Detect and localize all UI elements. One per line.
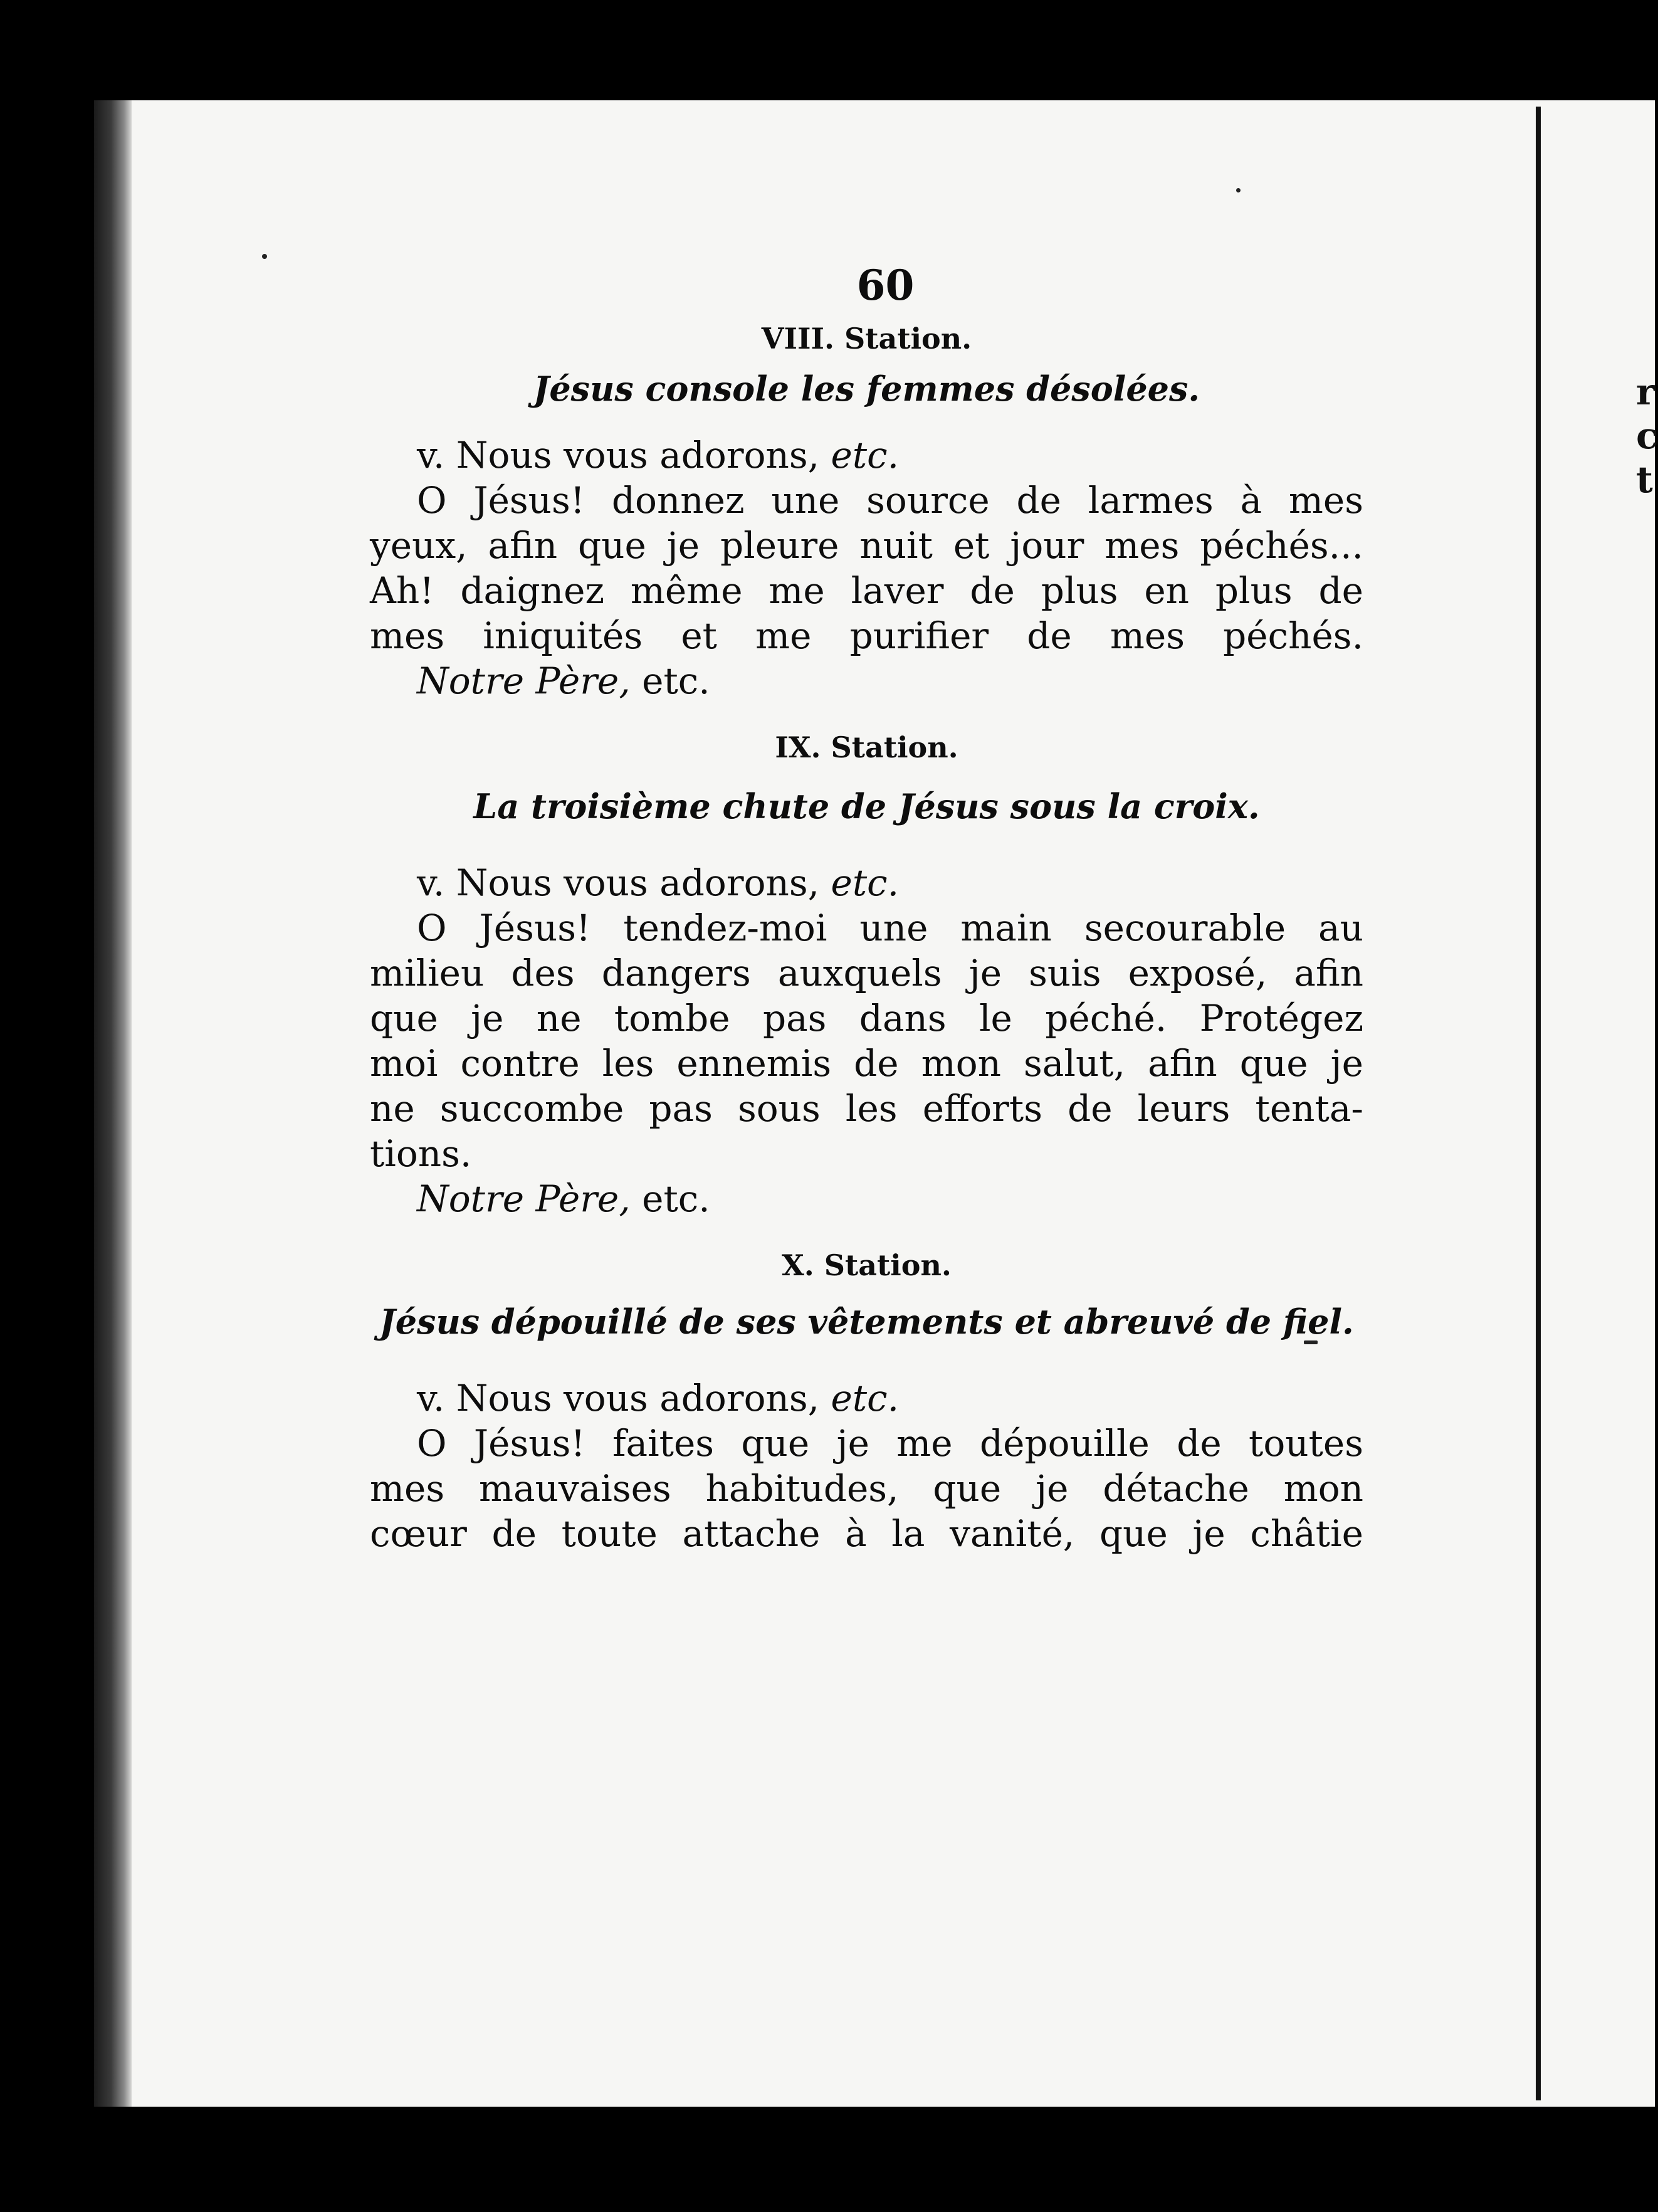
prayer-line: que je ne tombe pas dans le péché. Protégez: [370, 997, 1363, 1040]
prayer-line: tions.: [370, 1132, 472, 1175]
closing-line: [370, 658, 1363, 703]
station-title: X. Station.: [782, 1248, 952, 1282]
print-speck: [1236, 188, 1241, 192]
prayer-line: yeux, afin que je pleure nuit et jour mes péchés...: [370, 524, 1363, 567]
prayer-paragraph: [370, 1421, 1363, 1556]
station-subtitle: Jésus console les femmes désolées.: [533, 369, 1200, 409]
versicle-text: v. Nous vous adorons,: [417, 1377, 831, 1419]
page-number: 60: [856, 261, 915, 310]
page-content: [370, 257, 1363, 1556]
versicle-text: v. Nous vous adorons,: [417, 861, 831, 904]
closing-line: [370, 1176, 1363, 1221]
versicle: [370, 860, 1363, 905]
closing-etc: etc.: [630, 1177, 710, 1220]
notre-pere: Notre Père,: [417, 1177, 631, 1220]
prayer-line: moi contre les ennemis de mon salut, afin que je: [370, 1042, 1363, 1085]
versicle-text: v. Nous vous adorons,: [417, 434, 831, 477]
prayer-line: mes mauvaises habitudes, que je détache mon: [370, 1467, 1363, 1510]
prayer-line: milieu des dangers auxquels je suis exposé, afin: [370, 952, 1363, 994]
station-subtitle: Jésus dépouillé de ses vêtements et abreuvé de fiel.: [379, 1302, 1354, 1342]
prayer-line: Ah! daignez même me laver de plus en plus de: [370, 569, 1363, 612]
versicle-etc: etc.: [831, 861, 900, 904]
notre-pere: Notre Père,: [417, 660, 631, 702]
fragment-letter: c: [1636, 414, 1658, 457]
prayer-line: cœur de toute attache à la vanité, que je châtie: [370, 1512, 1363, 1555]
prayer-line: mes iniquités et me purifier de mes péchés.: [370, 614, 1363, 657]
versicle: [370, 1376, 1363, 1421]
prayer-line: O Jésus! faites que je me dépouille de toutes: [417, 1422, 1363, 1465]
station-title: VIII. Station.: [761, 322, 972, 356]
versicle-etc: etc.: [831, 434, 900, 477]
prayer-paragraph: [370, 905, 1363, 1176]
print-speck: [262, 254, 267, 259]
prayer-line: O Jésus! donnez une source de larmes à mes: [417, 479, 1363, 522]
fragment-letter: r: [1636, 371, 1655, 413]
station-subtitle: La troisième chute de Jésus sous la croix.: [473, 786, 1260, 826]
closing-etc: etc.: [630, 660, 710, 702]
prayer-line: ne succombe pas sous les efforts de leurs tenta-: [370, 1087, 1363, 1130]
prayer-paragraph: [370, 478, 1363, 658]
page-gutter-line: [1536, 107, 1541, 2100]
versicle-etc: etc.: [831, 1377, 900, 1419]
next-page-fragment: [1636, 370, 1658, 502]
fragment-letter: t: [1636, 458, 1653, 501]
binding-edge: [94, 100, 132, 2107]
versicle: [370, 433, 1363, 478]
prayer-line: O Jésus! tendez-moi une main secourable au: [417, 907, 1363, 949]
station-title: IX. Station.: [775, 730, 958, 764]
